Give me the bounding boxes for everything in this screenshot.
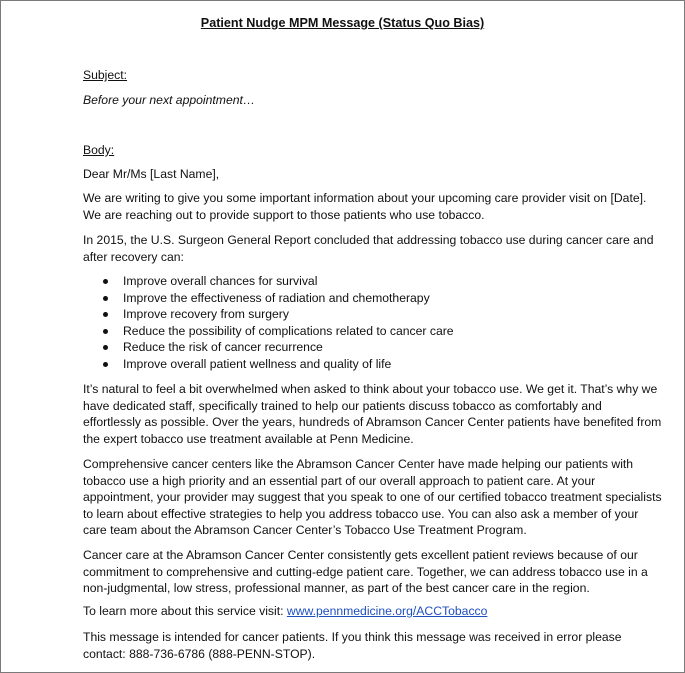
paragraph-overwhelmed: It’s natural to feel a bit overwhelmed when asked to think about your tobacco use. We get it. That’s why we have dedicated staff, specifically trained to help our patients discuss tobacco as comfortably and effortlessly as possible. Over the years, hundreds of Abramson Cancer Center patients have benefited from the expert tobacco use treatment available at Penn Medicine. (83, 382, 662, 446)
document-title: Patient Nudge MPM Message (Status Quo Bias) (200, 16, 485, 30)
list-item: Improve the effectiveness of radiation and chemotherapy (83, 290, 663, 307)
bullet-icon (103, 312, 108, 317)
list-item: Improve recovery from surgery (83, 306, 663, 323)
list-item: Reduce the risk of cancer recurrence (83, 339, 663, 356)
bullet-icon (103, 345, 108, 350)
paragraph-comprehensive: Comprehensive cancer centers like the Abramson Cancer Center have made helping our patients with tobacco use a high priority and an essential part of our overall approach to patient care. At your appointment, your provider may suggest that you speak to one of our certified tobacco treatment specialists to learn about effective strategies to help you address tobacco use. You can also ask a member of your care team about the Abramson Cancer Center’s Tobacco Use Treatment Program. (83, 457, 662, 538)
subject-label: Subject: (83, 68, 128, 82)
list-item: Improve overall patient wellness and quality of life (83, 356, 663, 373)
paragraph-intro: We are writing to give you some important information about your upcoming care provider visit on [Date]. We are reaching out to provide support to those patients who use tobacco. (83, 191, 647, 222)
bullet-icon (103, 329, 108, 334)
bullet-icon (103, 296, 108, 301)
learn-more-line: To learn more about this service visit: www.pennmedicine.org/ACCTobacco (83, 604, 488, 618)
body-label: Body: (83, 143, 115, 157)
footer-note: This message is intended for cancer patients. If you think this message was received in error please contact: 888-736-6786 (888-PENN-STOP). (83, 630, 622, 661)
acc-tobacco-link[interactable]: www.pennmedicine.org/ACCTobacco (286, 604, 488, 618)
paragraph-surgeon-general: In 2015, the U.S. Surgeon General Report concluded that addressing tobacco use during cancer care and after recovery can: (83, 233, 654, 264)
bullet-icon (103, 279, 108, 284)
list-item: Improve overall chances for survival (83, 273, 663, 290)
subject-text: Before your next appointment… (83, 93, 256, 107)
paragraph-reviews: Cancer care at the Abramson Cancer Center consistently gets excellent patient reviews because of our commitment to comprehensive and cutting-edge patient care. Together, we can address tobacco use in a non-judgmental, low stress, professional manner, as part of the best cancer care in the region. (83, 548, 648, 596)
bullet-icon (103, 362, 108, 367)
greeting: Dear Mr/Ms [Last Name], (83, 167, 220, 181)
list-item: Reduce the possibility of complications related to cancer care (83, 323, 663, 340)
benefits-list (83, 273, 663, 372)
